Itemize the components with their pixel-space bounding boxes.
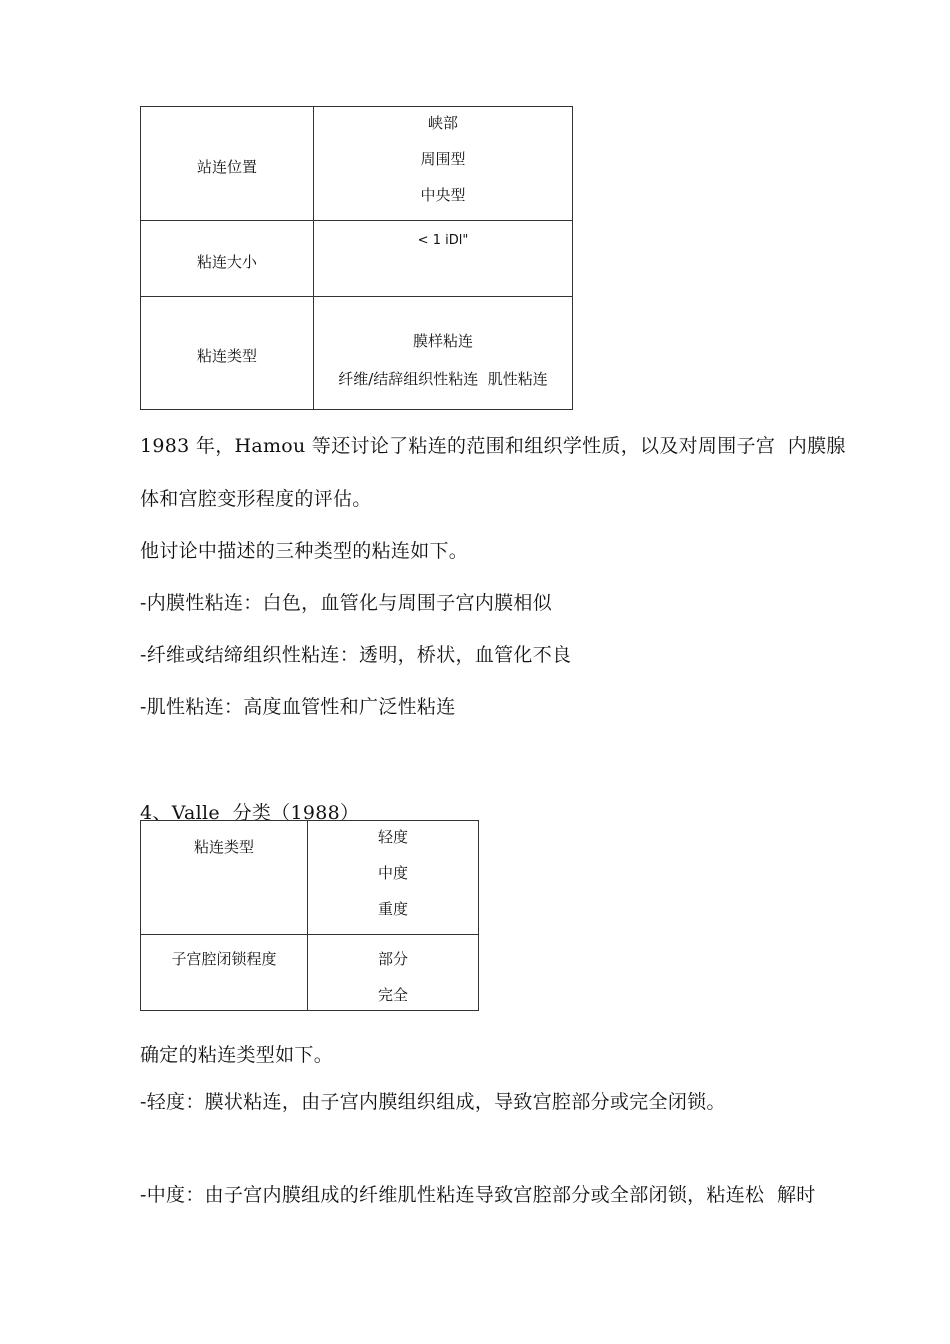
value-item: 重度 [377,900,408,918]
value-item: 峡部 [427,114,458,132]
row-label-cell [141,297,314,410]
row-label: 站连位置 [196,158,257,176]
paragraph-line: 1983 年，Hamou 等还讨论了粘连的范围和组织学性质，以及对周围子宫 内膜腺 [140,435,846,457]
value-item: 膜样粘连 [412,332,473,350]
row-label-cell [141,821,308,935]
table-row [141,821,479,935]
value-item: 轻度 [377,828,408,846]
section-heading: 4、Valle 分类（1988） [140,802,360,824]
row-label: 粘连类型 [193,838,254,856]
paragraph-line: -纤维或结缔组织性粘连：透明，桥状，血管化不良 [140,644,572,666]
paragraph-line: -轻度：膜状粘连，由子宫内膜组织组成，导致宫腔部分或完全闭锁。 [140,1091,726,1113]
paragraph-line: 他讨论中描述的三种类型的粘连如下。 [140,540,469,562]
value-item: 完全 [377,986,408,1004]
value-item: < 1 iDl" [417,233,469,248]
paragraph-line: -内膜性粘连：白色，血管化与周围子宫内膜相似 [140,592,553,614]
table-row [141,107,573,221]
table-row [141,297,573,410]
value-item: 周围型 [420,150,466,168]
row-label-cell [141,221,314,297]
table-row [141,221,573,297]
row-values-cell [308,935,479,1011]
row-label: 粘连大小 [196,253,257,271]
value-item: 中央型 [420,186,466,204]
row-label: 粘连类型 [196,347,257,365]
row-label-cell [141,107,314,221]
value-item: 纤维/结辞组织性粘连 肌性粘连 [338,370,548,388]
value-item: 部分 [377,950,408,968]
paragraph-line: -中度：由子宫内膜组成的纤维肌性粘连导致宫腔部分或全部闭锁，粘连松 解时 [140,1184,816,1206]
row-values-cell [314,297,573,410]
table-valle-classification [140,820,479,1011]
row-values-cell [314,221,573,297]
row-values-cell [314,107,573,221]
row-label: 子宫腔闭锁程度 [171,950,277,968]
paragraph-line: 体和宫腔变形程度的评估。 [140,488,372,510]
paragraph-line: -肌性粘连：高度血管性和广泛性粘连 [140,696,456,718]
paragraph-line: 确定的粘连类型如下。 [140,1044,334,1066]
value-item: 中度 [377,864,408,882]
row-label-cell [141,935,308,1011]
table-adhesion-features [140,106,573,410]
table-row [141,935,479,1011]
row-values-cell [308,821,479,935]
